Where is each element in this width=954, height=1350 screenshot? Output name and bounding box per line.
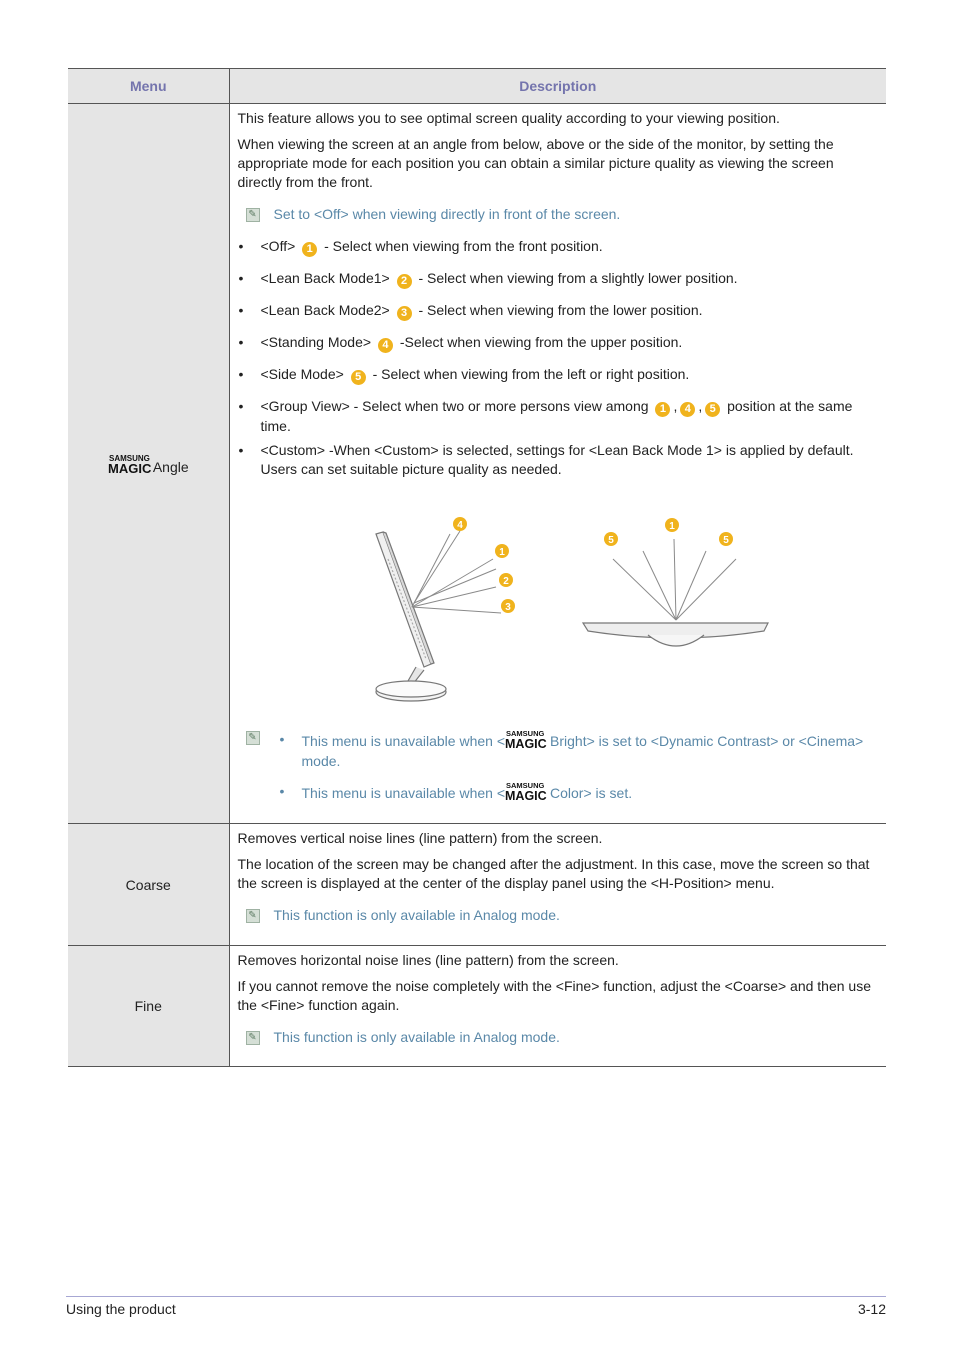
custom-description: <Custom> -When <Custom> is selected, settings for <Lean Back Mode 1> is applied by default. Users can set suitable picture quality as needed.: [260, 442, 854, 477]
footer-section-title: Using the product: [66, 1301, 176, 1317]
note-text: Bright> is set to <Dynamic Contrast> or <Cinema> mode.: [301, 733, 864, 769]
angle-availability-notes: [246, 729, 879, 813]
menu-cell-angle: [68, 104, 229, 824]
number-badge-icon: 1: [655, 402, 670, 417]
description-column-header: Description: [229, 69, 886, 104]
mode-description: - Select when viewing from a slightly lower position.: [418, 270, 738, 286]
note-pencil-icon: ✎: [246, 909, 260, 923]
footer-page-number: 3-12: [857, 1301, 886, 1317]
description-cell-coarse: [229, 824, 886, 946]
mode-label: <Standing Mode>: [260, 334, 372, 350]
samsung-magic-logo-icon: [108, 453, 153, 475]
viewing-angle-figure: [238, 499, 879, 719]
figure-label: 3: [504, 602, 511, 613]
mode-label: <Off>: [260, 238, 296, 254]
list-item-lean-back-2: [238, 301, 879, 321]
menu-column-header: Menu: [68, 69, 229, 104]
mode-description: - Select when viewing from the left or right position.: [372, 366, 690, 382]
viewing-angle-illustration: [238, 499, 878, 719]
fine-paragraph-2: If you cannot remove the noise completely with the <Fine> function, adjust the <Coarse> and then use the <Fine> function again.: [237, 978, 871, 1013]
monitor-top-view: [583, 623, 768, 646]
list-item-lean-back-1: [238, 269, 879, 289]
side-view-rays: [412, 531, 501, 613]
logo-bottom-text: MAGIC: [107, 460, 152, 475]
number-badge-icon: 4: [378, 338, 393, 353]
coarse-paragraph-1: Removes vertical noise lines (line pattern) from the screen.: [237, 830, 603, 846]
number-badge-icon: 5: [351, 370, 366, 385]
list-item-group-view: [238, 397, 879, 436]
fine-note-text: This function is only available in Analog mode.: [273, 1029, 560, 1045]
list-item-custom: [238, 441, 879, 479]
angle-note: [246, 205, 879, 224]
angle-paragraph-1: This feature allows you to see optimal screen quality according to your viewing position.: [237, 110, 780, 126]
menu-cell-fine: Fine: [68, 946, 229, 1067]
menu-cell-coarse: Coarse: [68, 824, 229, 946]
note-text: This menu is unavailable when <: [301, 785, 506, 801]
note-text: This menu is unavailable when <: [301, 733, 506, 749]
note-pencil-icon: ✎: [246, 1031, 260, 1045]
figure-label: 1: [498, 547, 505, 558]
fine-note: [246, 1028, 879, 1047]
figure-label: 4: [456, 520, 463, 531]
menu-label-angle: Angle: [152, 458, 189, 475]
samsung-magic-logo-icon: [505, 729, 550, 749]
list-item-standing: [238, 333, 879, 353]
coarse-note-text: This function is only available in Analog mode.: [273, 907, 560, 923]
list-item: [280, 729, 879, 771]
number-badge-icon: 2: [397, 274, 412, 289]
figure-label: 5: [607, 535, 614, 546]
mode-description: - Select when viewing from the front position.: [324, 238, 603, 254]
list-item-off: [238, 237, 879, 257]
svg-text:MAGIC: MAGIC: [505, 737, 547, 749]
svg-text:SAMSUNG: SAMSUNG: [506, 781, 545, 790]
mode-label: <Lean Back Mode2>: [260, 302, 390, 318]
list-item-side: [238, 365, 879, 385]
samsung-magic-logo-icon: [505, 781, 550, 801]
description-cell-angle: [229, 104, 886, 824]
angle-mode-list: [238, 237, 879, 479]
separator: ,: [698, 398, 703, 414]
table-header-row: [68, 69, 886, 104]
number-badge-icon: 3: [397, 306, 412, 321]
logo-top-text: SAMSUNG: [108, 453, 150, 463]
monitor-side-view: [376, 532, 446, 701]
mode-description: position at the same time.: [260, 398, 853, 434]
menu-description-table: [68, 68, 886, 1067]
svg-text:SAMSUNG: SAMSUNG: [506, 729, 545, 738]
note-pencil-icon: ✎: [246, 731, 260, 745]
table-row-coarse: [68, 824, 886, 946]
angle-paragraph-2: When viewing the screen at an angle from below, above or the side of the monitor, by setting the appropriate mode for each position you can obtain a similar picture quality as viewing the screen directly from the front.: [237, 136, 834, 190]
number-badge-icon: 1: [302, 242, 317, 257]
separator: ,: [673, 398, 678, 414]
figure-label: 1: [668, 521, 675, 532]
coarse-note: [246, 906, 879, 925]
table-row-angle: [68, 104, 886, 824]
coarse-paragraph-2: The location of the screen may be changed after the adjustment. In this case, move the screen so that the screen is displayed at the center of the display panel using the <H-Position> menu.: [237, 856, 870, 891]
note-text: Color> is set.: [550, 785, 633, 801]
figure-label: 5: [722, 535, 729, 546]
footer-divider: [66, 1296, 886, 1297]
mode-description: -Select when viewing from the upper position.: [399, 334, 683, 350]
number-badge-icon: 4: [680, 402, 695, 417]
description-cell-fine: [229, 946, 886, 1067]
note-pencil-icon: ✎: [246, 208, 260, 222]
top-view-rays: [613, 539, 736, 620]
fine-paragraph-1: Removes horizontal noise lines (line pattern) from the screen.: [237, 952, 619, 968]
number-badge-icon: 5: [705, 402, 720, 417]
svg-text:MAGIC: MAGIC: [505, 789, 547, 801]
angle-note-text: Set to <Off> when viewing directly in front of the screen.: [273, 206, 621, 222]
list-item: [280, 781, 879, 803]
mode-label: <Side Mode>: [260, 366, 344, 382]
table-row-fine: [68, 946, 886, 1067]
figure-label: 2: [502, 576, 509, 587]
mode-label: <Group View> - Select when two or more persons view among: [260, 398, 649, 414]
figure-number-badges: [453, 517, 733, 613]
mode-description: - Select when viewing from the lower position.: [418, 302, 703, 318]
availability-note-list: [280, 729, 879, 813]
mode-label: <Lean Back Mode1>: [260, 270, 390, 286]
